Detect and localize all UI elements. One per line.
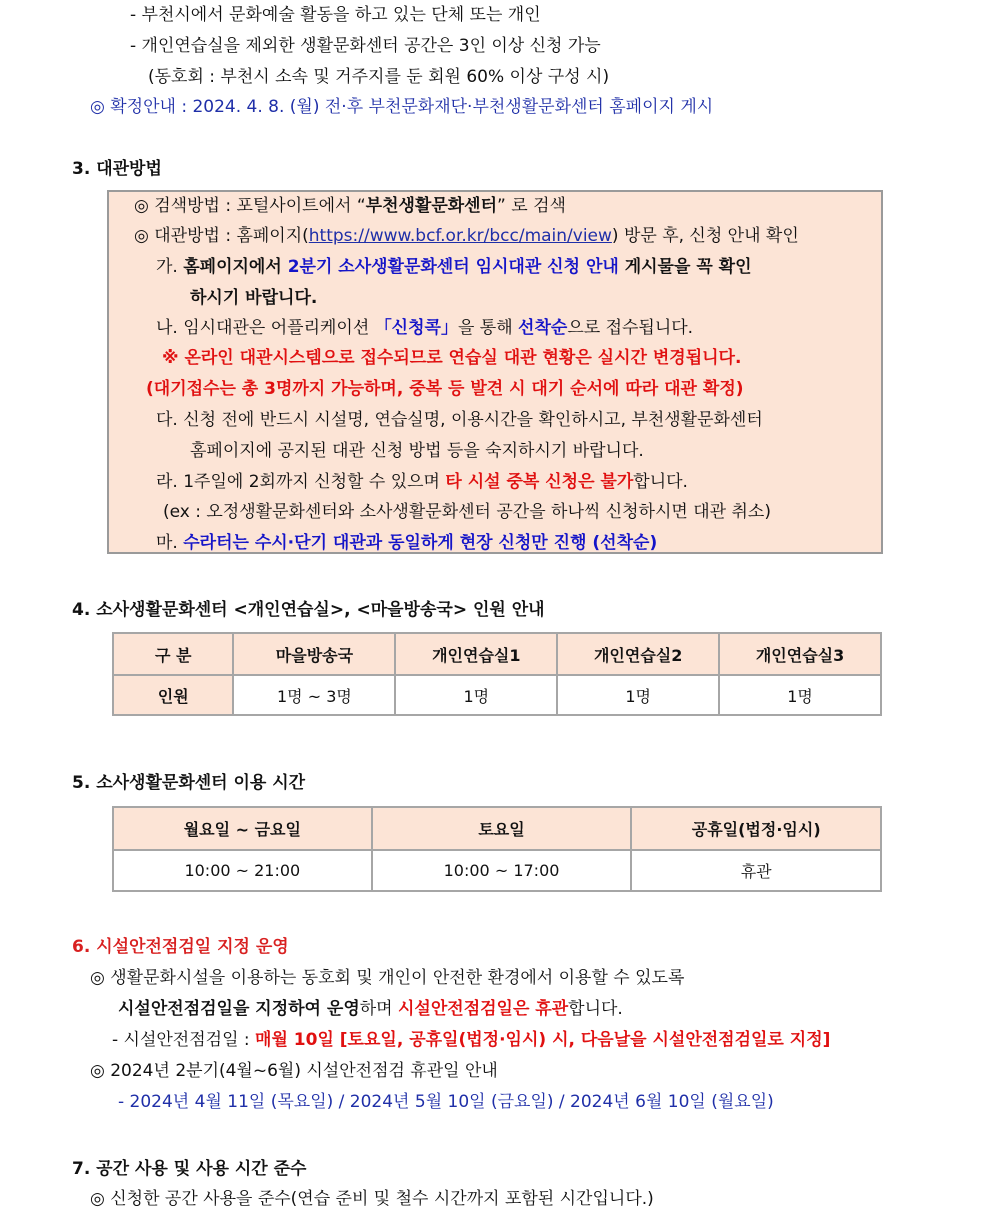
table-cell: 1명 xyxy=(395,675,557,715)
item-da-line: 다. 신청 전에 반드시 시설명, 연습실명, 이용시간을 확인하시고, 부천생활문화센터 xyxy=(156,410,763,430)
search-method-line: ◎ 검색방법 : 포털사이트에서 “부천생활문화센터” 로 검색 xyxy=(134,196,566,216)
table-row-label: 인원 xyxy=(113,675,233,715)
table-cell: 휴관 xyxy=(631,850,881,891)
table-cell: 10:00 ~ 17:00 xyxy=(372,850,632,891)
q2-closure-title: ◎ 2024년 2분기(4월~6월) 시설안전점검 휴관일 안내 xyxy=(90,1061,498,1081)
table-row xyxy=(113,850,881,891)
item-ma-line: 마. 수라터는 수시·단기 대관과 동일하게 현장 신청만 진행 (선착순) xyxy=(156,533,658,553)
section-4-title: 4. 소사생활문화센터 <개인연습실>, <마을방송국> 인원 안내 xyxy=(72,600,545,620)
capacity-table xyxy=(112,632,882,716)
table-header-cell: 공휴일(법정·임시) xyxy=(631,807,881,850)
rental-method-line: ◎ 대관방법 : 홈페이지(https://www.bcf.or.kr/bcc/main/view) 방문 후, 신청 안내 확인 xyxy=(134,226,799,246)
confirmation-notice-line: ◎ 확정안내 : 2024. 4. 8. (월) 전·후 부천문화재단·부천생활문화센터 홈페이지 게시 xyxy=(90,97,714,117)
item-ga-continued: 하시기 바랍니다. xyxy=(190,288,318,308)
table-header-cell: 개인연습실1 xyxy=(395,633,557,675)
safety-day-line: - 시설안전점검일 : 매월 10일 [토요일, 공휴일(법정·임시) 시, 다음날을 시설안전점검일로 지정] xyxy=(112,1030,831,1050)
waitlist-notice: (대기접수는 총 3명까지 가능하며, 중복 등 발견 시 대기 순서에 따라 대관 확정) xyxy=(146,379,744,399)
table-cell: 1명 xyxy=(719,675,881,715)
section-7-title: 7. 공간 사용 및 사용 시간 준수 xyxy=(72,1159,307,1179)
section-5-title: 5. 소사생활문화센터 이용 시간 xyxy=(72,773,306,793)
item-da-continued: 홈페이지에 공지된 대관 신청 방법 등을 숙지하시기 바랍니다. xyxy=(190,441,644,461)
eligibility-min-people-line: - 개인연습실을 제외한 생활문화센터 공간은 3인 이상 신청 가능 xyxy=(130,36,601,56)
section-3-title: 3. 대관방법 xyxy=(72,159,162,179)
realtime-notice: ※ 온라인 대관시스템으로 접수되므로 연습실 대관 현황은 실시간 변경됩니다. xyxy=(162,348,742,368)
table-header-cell: 마을방송국 xyxy=(233,633,395,675)
safety-designation-line: 시설안전점검일을 지정하여 운영하며 시설안전점검일은 휴관합니다. xyxy=(118,999,623,1019)
item-ga-line: 가. 홈페이지에서 2분기 소사생활문화센터 임시대관 신청 안내 게시물을 꼭 확인 xyxy=(156,257,752,277)
safety-intro-line: ◎ 생활문화시설을 이용하는 동호회 및 개인이 안전한 환경에서 이용할 수 있도록 xyxy=(90,968,685,988)
table-header-cell: 개인연습실3 xyxy=(719,633,881,675)
table-header-row xyxy=(113,633,881,675)
table-row xyxy=(113,675,881,715)
table-cell: 1명 xyxy=(557,675,719,715)
item-na-line: 나. 임시대관은 어플리케이션 「신청콕」을 통해 선착순으로 접수됩니다. xyxy=(156,318,694,338)
section-6-title: 6. 시설안전점검일 지정 운영 xyxy=(72,937,289,957)
homepage-link[interactable]: https://www.bcf.or.kr/bcc/main/view xyxy=(308,226,612,246)
table-header-row xyxy=(113,807,881,850)
club-condition-line: (동호회 : 부천시 소속 및 거주지를 둔 회원 60% 이상 구성 시) xyxy=(148,67,610,87)
eligibility-group-line: - 부천시에서 문화예술 활동을 하고 있는 단체 또는 개인 xyxy=(130,5,541,25)
hours-table xyxy=(112,806,882,892)
table-cell: 1명 ~ 3명 xyxy=(233,675,395,715)
item-ra-line: 라. 1주일에 2회까지 신청할 수 있으며 타 시설 중복 신청은 불가합니다. xyxy=(156,472,688,492)
table-header-cell: 토요일 xyxy=(372,807,632,850)
table-cell: 10:00 ~ 21:00 xyxy=(113,850,372,891)
q2-closure-dates: - 2024년 4월 11일 (목요일) / 2024년 5월 10일 (금요일) / 2024년 6월 10일 (월요일) xyxy=(118,1092,774,1112)
usage-compliance-line: ◎ 신청한 공간 사용을 준수(연습 준비 및 철수 시간까지 포함된 시간입니다.) xyxy=(90,1189,654,1209)
table-header-cell: 월요일 ~ 금요일 xyxy=(113,807,372,850)
example-line: (ex : 오정생활문화센터와 소사생활문화센터 공간을 하나씩 신청하시면 대관 취소) xyxy=(163,502,771,522)
table-header-cell: 구 분 xyxy=(113,633,233,675)
table-header-cell: 개인연습실2 xyxy=(557,633,719,675)
